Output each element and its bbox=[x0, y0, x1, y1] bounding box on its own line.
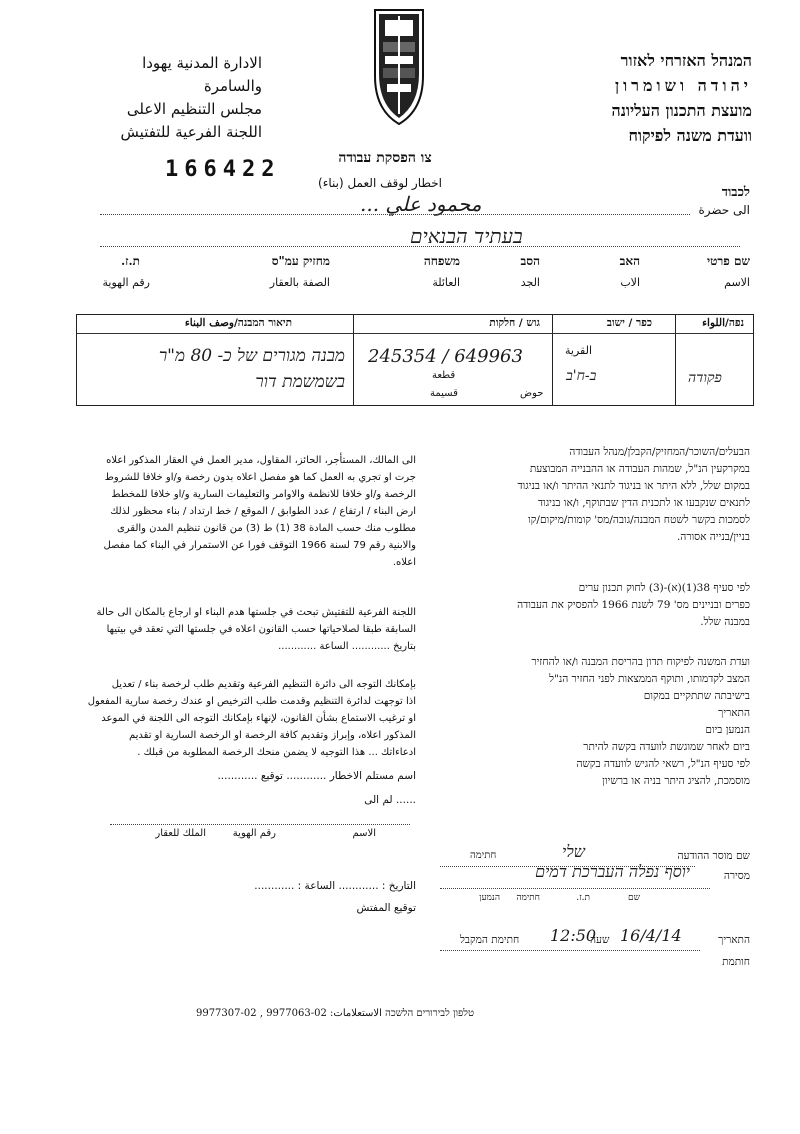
he-receiver-sign-label: חתימת המקבל bbox=[460, 934, 520, 946]
org-line-ar-3: مجلس التنظيم الاعلى bbox=[126, 100, 262, 118]
recipient-label-ar: الى حضرة bbox=[698, 203, 750, 217]
emblem-seal bbox=[371, 6, 427, 126]
he-col-recipient: הנמען bbox=[479, 893, 500, 903]
table-subheader-block: حوض bbox=[520, 388, 544, 399]
table-district-hw: פקודה bbox=[688, 370, 722, 386]
he-col-sign: חתימה bbox=[516, 893, 540, 903]
arabic-receiver-name: اسم مستلم الاخطار ............ توقيع ............ bbox=[217, 770, 416, 782]
org-line-ar-1: الادارة المدنية يهودا bbox=[142, 54, 262, 72]
he-notifier-label: שם מוסר ההודעה bbox=[677, 850, 750, 862]
he-notifier-sign-label: חתימה bbox=[470, 850, 497, 861]
he-stamp-label: חותמת bbox=[722, 956, 750, 968]
recipient-name-handwritten: محمود علي ... bbox=[360, 192, 482, 216]
ident-label-ar-id: رقم الهوية bbox=[102, 276, 150, 289]
hebrew-body-2: לפי סעיף 38(1)(א)-(3) לחוק תכנון ערים כפרים ובניינים מס' 79 לשנת 1966 להפסיק את העבודה במבנה שלל. bbox=[517, 582, 750, 628]
document-number: 166422 bbox=[165, 157, 281, 182]
ident-label-holder: מחזיק עמ"ס bbox=[271, 254, 330, 268]
table-subheader-parcel: قطعة bbox=[432, 370, 456, 381]
table-description-hw-1: מבנה מגורים של כ- 80 מ"ר bbox=[158, 346, 345, 366]
ident-label-ar-holder: الصفة بالعقار bbox=[269, 276, 330, 289]
hebrew-body-1: הבעלים/השוכר/המחזיק/הקבלן/מנהל העבודה במקרקעין הנ"ל, שמהות העבודה או ההבנייה המבוצעת במקום שלל, ללא היתר או בניגוד לתנאי ההיתר ו/או בניגוד לתנאים שנקבעו או לתכנית הדין שבתוקף, ו/או בניגוד לסמכות בקשר לשטח המבנה/גובה/מס' קומות/מיקום/קו בניין/בנייה אסורה. bbox=[517, 446, 750, 543]
arabic-body-1: الى المالك، المستأجر، الحائز، المقاول، مدير العمل في العقار المذكور اعلاه جرت او تجري به العمل كما هو مفصل اعلاه بدون رخصة و/او خلافا للشروط الرخصة و/او خلافا للانظمة والاوامر والتعليمات السارية و/او خلافا للمخطط ارض البناء / ارتفاع / عدد الطوابق / الموقع / خط ارتداد / بناء محظور لذلك مطلوب منك حسب المادة 38 (1) ط (3) من قانون تنظيم المدن والقرى والابنية رقم 79 لسنة 1966 التوقف فورا عن الاستمرار في البناء كما مفصل اعلاه. bbox=[103, 455, 416, 568]
org-line-he-2: יהודה ושומרון bbox=[615, 76, 752, 95]
arabic-col-owner: الملك للعقار bbox=[155, 828, 206, 839]
he-hour-hw: 12:50 bbox=[550, 926, 597, 945]
ident-label-firstname: שם פרטי bbox=[707, 254, 750, 268]
arabic-body-2: اللجنة الفرعية للتفتيش تبحث في جلستها هدم البناء او ارجاع بالمكان الى حالة السابقة طبقا لصلاحياتها حسب القانون اعلاه في جلستها التي تعقد في بيتيها بتاريخ ............ الساعة ............ bbox=[96, 607, 416, 652]
he-col-id: ת.ז. bbox=[576, 893, 590, 903]
footer-phone: טלפון לבירורים הלשכה الاستعلامات: 02-9977063 , 02-9977307 bbox=[195, 1008, 475, 1019]
he-notifier-name-hw: שלי bbox=[562, 842, 586, 861]
ident-label-family: משפחה bbox=[423, 254, 460, 268]
table-parcel-hw: 245354 / 649963 bbox=[368, 346, 523, 367]
arabic-receiver-to: ...... لم الى bbox=[364, 794, 416, 806]
he-col-name: שם bbox=[628, 893, 640, 903]
arabic-col-name: الاسم bbox=[352, 828, 376, 839]
he-delivery-hw: יוסף נפלה העברכת דמים bbox=[535, 862, 690, 881]
he-date-label: התאריך bbox=[718, 934, 750, 946]
document-title-he: צו הפסקת עבודה bbox=[338, 150, 432, 166]
arabic-col-id: رقم الهوية bbox=[232, 828, 276, 839]
ident-label-ar-name: الاسم bbox=[724, 276, 750, 289]
he-date-hw: 16/4/14 bbox=[620, 926, 682, 945]
table-subheader-plot: قسيمة bbox=[430, 388, 458, 399]
ident-label-ar-grandfather: الجد bbox=[520, 276, 540, 289]
org-line-he-1: המנהל האזרחי לאזור bbox=[620, 51, 752, 70]
he-delivery-label: מסירה bbox=[723, 870, 750, 882]
org-line-he-3: מועצת התכנון העליונה bbox=[611, 101, 752, 120]
ident-label-id: ת.ז. bbox=[120, 254, 140, 268]
table-subheader-village: القرية bbox=[565, 344, 593, 357]
ident-label-grandfather: הסב bbox=[520, 254, 540, 268]
arabic-inspector-signature: توقيع المفتش bbox=[356, 902, 416, 914]
table-header-district: נפה/اللواء bbox=[702, 317, 744, 329]
ident-label-ar-family: العائلة bbox=[432, 276, 460, 289]
he-hour-label: שעה bbox=[590, 934, 610, 946]
hebrew-body-3: ועדת המשנה לפיקוח תדון בהריסת המבנה ו/או להחזיר המצב לקדמותו, ותוקף הממצאות לפני החזיר הנ"ל בישיבתה שתתקיים במקום התאריך הנמען ביום ביום לאחר שמוגשת לוועדה בקשה להיתר לפי סעיף הנ"ל, רשאי להגיש לוועדה בקשה מוסמכת, להציג היתר בניה או ברשיון bbox=[531, 656, 750, 787]
arabic-body-3: بإمكانك التوجه الى دائرة التنظيم الفرعية وتقديم طلب لرخصة بناء / تعديل اذا توجهت لدائرة التنظيم وقدمت طلب الترخيص او عندك رخصة سارية المفعول او ترغيب الاستماع بشأن القانون، لإنهاء بإمكانك التوجه الى اللجنة في الموعد المذكور اعلاه، وإبراز وتقديم كافة الرخصة او الرخصة السارية او تقديم ادعاءاتك ... هذا التوجيه لا يضمن منحك الرخصة المطلوبة من قبلك . bbox=[87, 679, 416, 758]
table-header-parcel: גוש / חלקות bbox=[489, 317, 540, 329]
arabic-date-line: التاريخ : ............ الساعة : ............ bbox=[254, 880, 416, 892]
table-description-hw-2: בשמשמת דור bbox=[255, 372, 345, 392]
table-header-village: כפר / ישוב bbox=[606, 317, 652, 329]
table-village-hw: ב-ח'ב bbox=[566, 368, 597, 384]
table-header-description: תיאור המבנה/وصف البناء bbox=[184, 317, 292, 329]
recipient-name-handwritten-2: בעתיד הבנאים bbox=[410, 224, 523, 248]
recipient-label-he: לכבוד bbox=[721, 185, 750, 200]
ident-label-ar-father: الاب bbox=[620, 276, 640, 289]
ident-label-father: האב bbox=[619, 254, 640, 268]
org-line-ar-4: اللجنة الفرعية للتفتيش bbox=[120, 123, 262, 141]
org-line-ar-2: والسامرة bbox=[203, 77, 262, 95]
document-title-ar: اخطار لوقف العمل (بناء) bbox=[318, 176, 442, 190]
org-line-he-4: וועדת משנה לפיקוח bbox=[628, 126, 752, 145]
